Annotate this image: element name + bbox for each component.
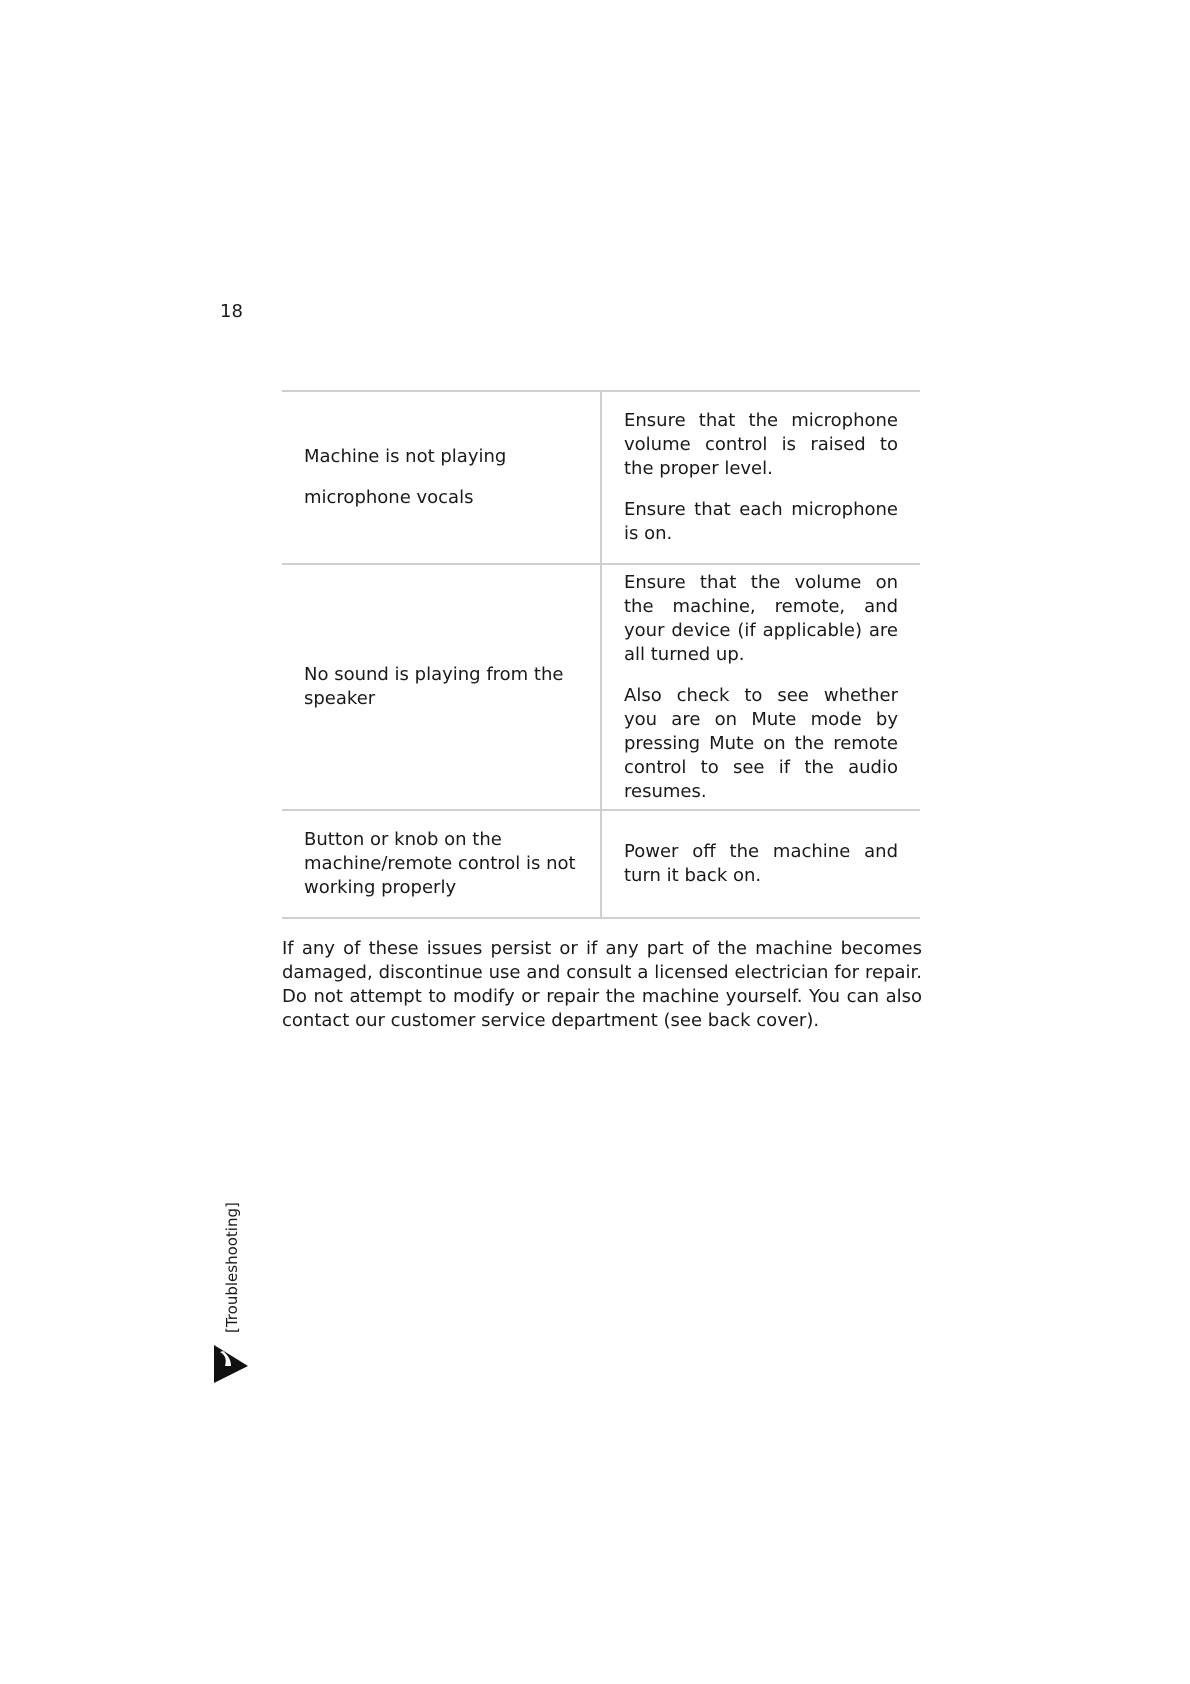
section-label: [Troubleshooting] <box>223 1202 241 1333</box>
problem-text: Machine is not playing <box>304 446 507 467</box>
solution-text: Ensure that the microphone volume control is raised to the proper level. <box>624 410 898 479</box>
footer-note: If any of these issues persist or if any part of the machine becomes damaged, discontinue use and consult a licensed electrician for repair. Do not attempt to modify or repair the machine yourself. You can also contact our customer service department (see back cover). <box>282 938 922 1031</box>
table-row <box>282 564 920 810</box>
solution-cell <box>601 564 920 810</box>
solution-text: Power off the machine and turn it back on. <box>624 841 898 886</box>
solution-text: Ensure that the volume on the machine, remote, and your device (if applicable) are all turned up. <box>624 571 898 665</box>
table-row <box>282 391 920 564</box>
problem-text: microphone vocals <box>304 487 474 508</box>
problem-text: No sound is playing from the speaker <box>304 664 564 709</box>
page-number: 18 <box>220 301 243 322</box>
table-row <box>282 810 920 918</box>
solution-text: Ensure that each microphone is on. <box>624 499 898 544</box>
problem-cell <box>282 391 601 564</box>
problem-cell <box>282 564 601 810</box>
solution-cell <box>601 391 920 564</box>
logo-shape <box>214 1345 248 1383</box>
brand-play-arrow-icon <box>212 1343 250 1385</box>
solution-text: Also check to see whether you are on Mute mode by pressing Mute on the remote control to see if the audio resumes. <box>624 684 898 802</box>
problem-cell <box>282 810 601 918</box>
problem-text: Button or knob on the machine/remote control is not working properly <box>304 829 576 898</box>
troubleshooting-table <box>282 390 920 919</box>
solution-cell <box>601 810 920 918</box>
